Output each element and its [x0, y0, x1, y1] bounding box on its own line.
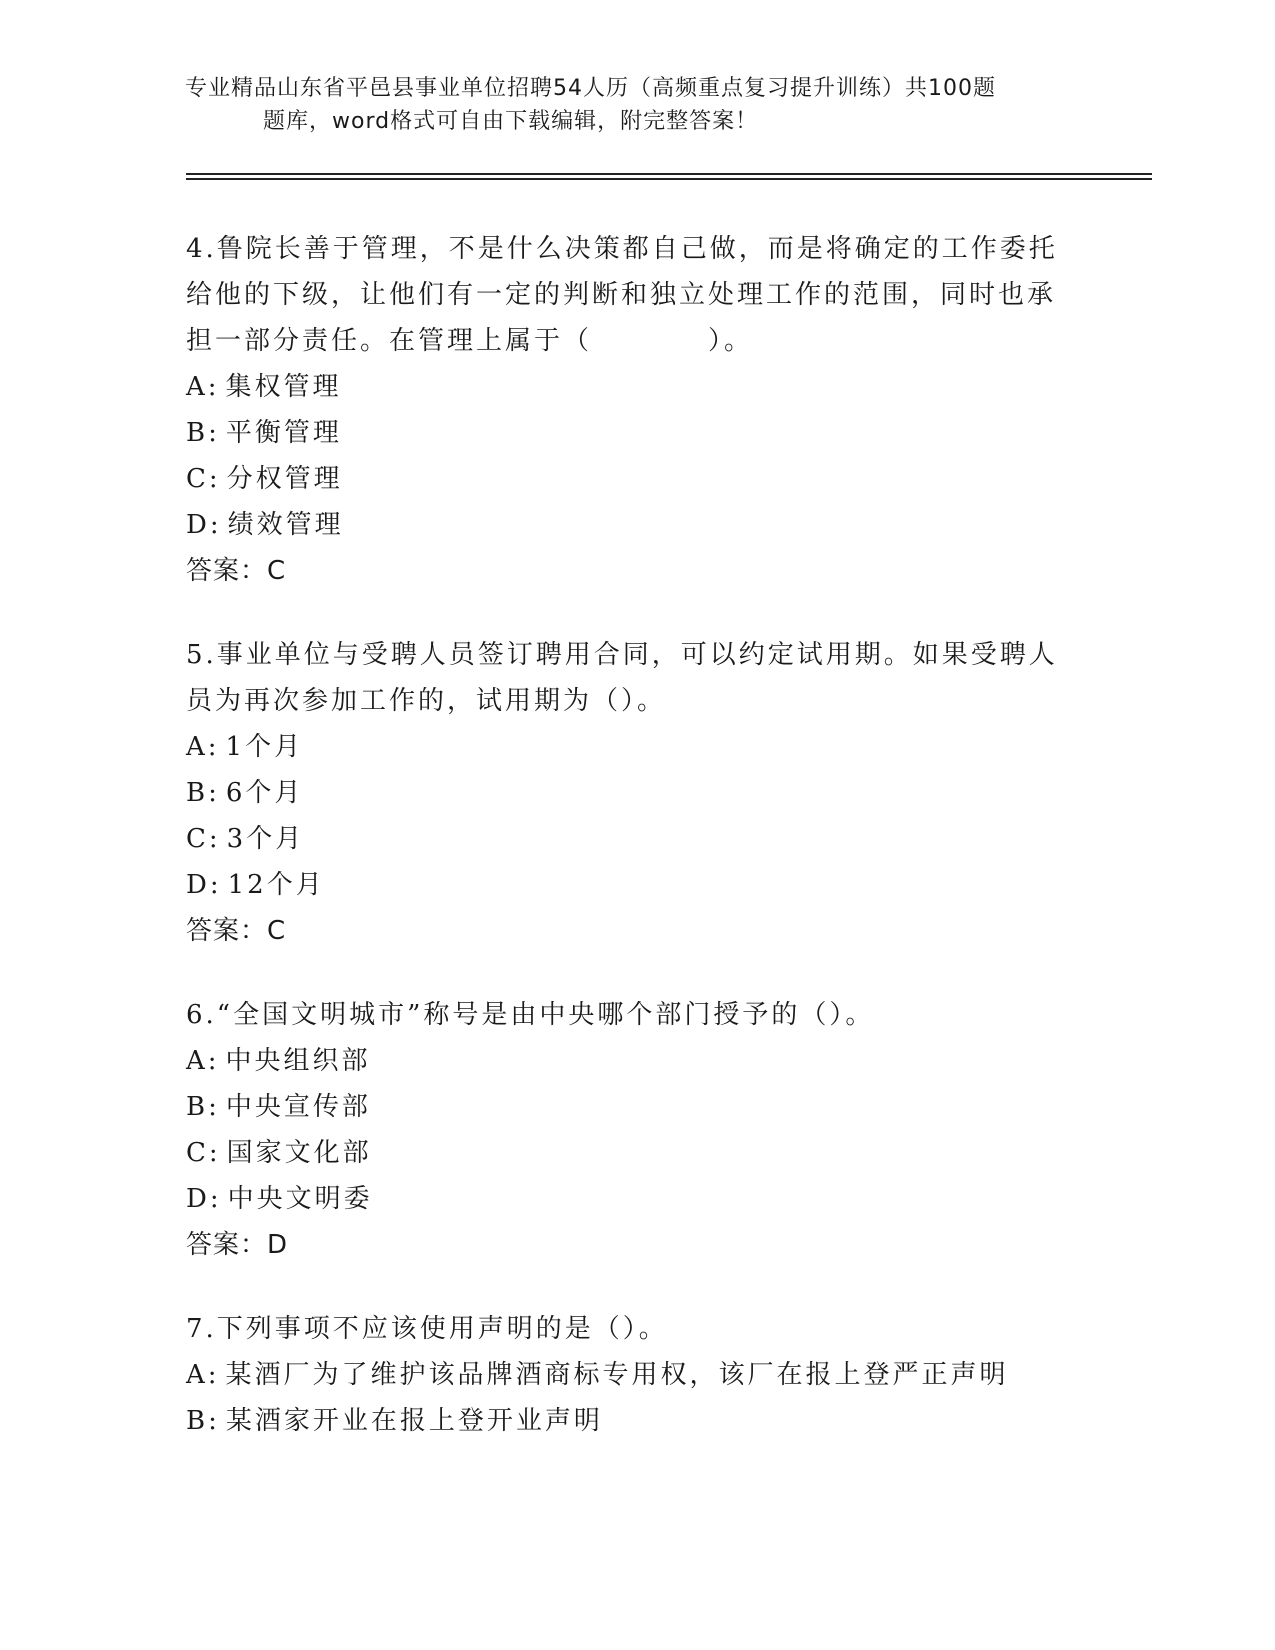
option-b: B: 中央宣传部	[186, 1092, 371, 1122]
option-c: C: 3个月	[186, 824, 305, 854]
question-stem: 7.下列事项不应该使用声明的是（）。	[186, 1314, 668, 1344]
question-4	[186, 226, 1066, 594]
question-6	[186, 992, 1066, 1268]
option-b: B: 平衡管理	[186, 418, 342, 448]
option-a: A: 集权管理	[186, 372, 342, 402]
option-d: D: 中央文明委	[186, 1184, 373, 1214]
option-a: A: 1个月	[186, 732, 304, 762]
header-divider-top	[186, 173, 1152, 175]
option-c: C: 国家文化部	[186, 1138, 372, 1168]
question-stem: 5.事业单位与受聘人员签订聘用合同，可以约定试用期。如果受聘人员为再次参加工作的，试用期为（）。	[186, 640, 1058, 716]
option-b: B: 6个月	[186, 778, 304, 808]
header-title-line2: 题库，word格式可自由下载编辑，附完整答案！	[263, 109, 759, 134]
question-5	[186, 632, 1066, 954]
option-d: D: 绩效管理	[186, 510, 344, 540]
option-c: C: 分权管理	[186, 464, 343, 494]
option-a: A: 某酒厂为了维护该品牌酒商标专用权，该厂在报上登严正声明	[186, 1360, 1009, 1390]
question-stem: 6.“全国文明城市”称号是由中央哪个部门授予的（）。	[186, 1000, 875, 1030]
question-stem: 4.鲁院长善于管理，不是什么决策都自己做，而是将确定的工作委托给他的下级，让他们有一定的判断和独立处理工作的范围，同时也承担一部分责任。在管理上属于（ ）。	[186, 234, 1058, 356]
header-divider-bottom	[186, 178, 1152, 180]
question-7	[186, 1306, 1066, 1444]
answer-label: 答案：C	[186, 916, 287, 946]
option-a: A: 中央组织部	[186, 1046, 371, 1076]
option-d: D: 12个月	[186, 870, 325, 900]
header-title-line1: 专业精品山东省平邑县事业单位招聘54人历（高频重点复习提升训练）共100题	[185, 76, 996, 101]
option-b: B: 某酒家开业在报上登开业声明	[186, 1406, 603, 1436]
question-list	[186, 226, 1066, 1482]
answer-label: 答案：C	[186, 556, 287, 586]
answer-label: 答案：D	[186, 1230, 289, 1260]
document-header	[185, 72, 1065, 138]
